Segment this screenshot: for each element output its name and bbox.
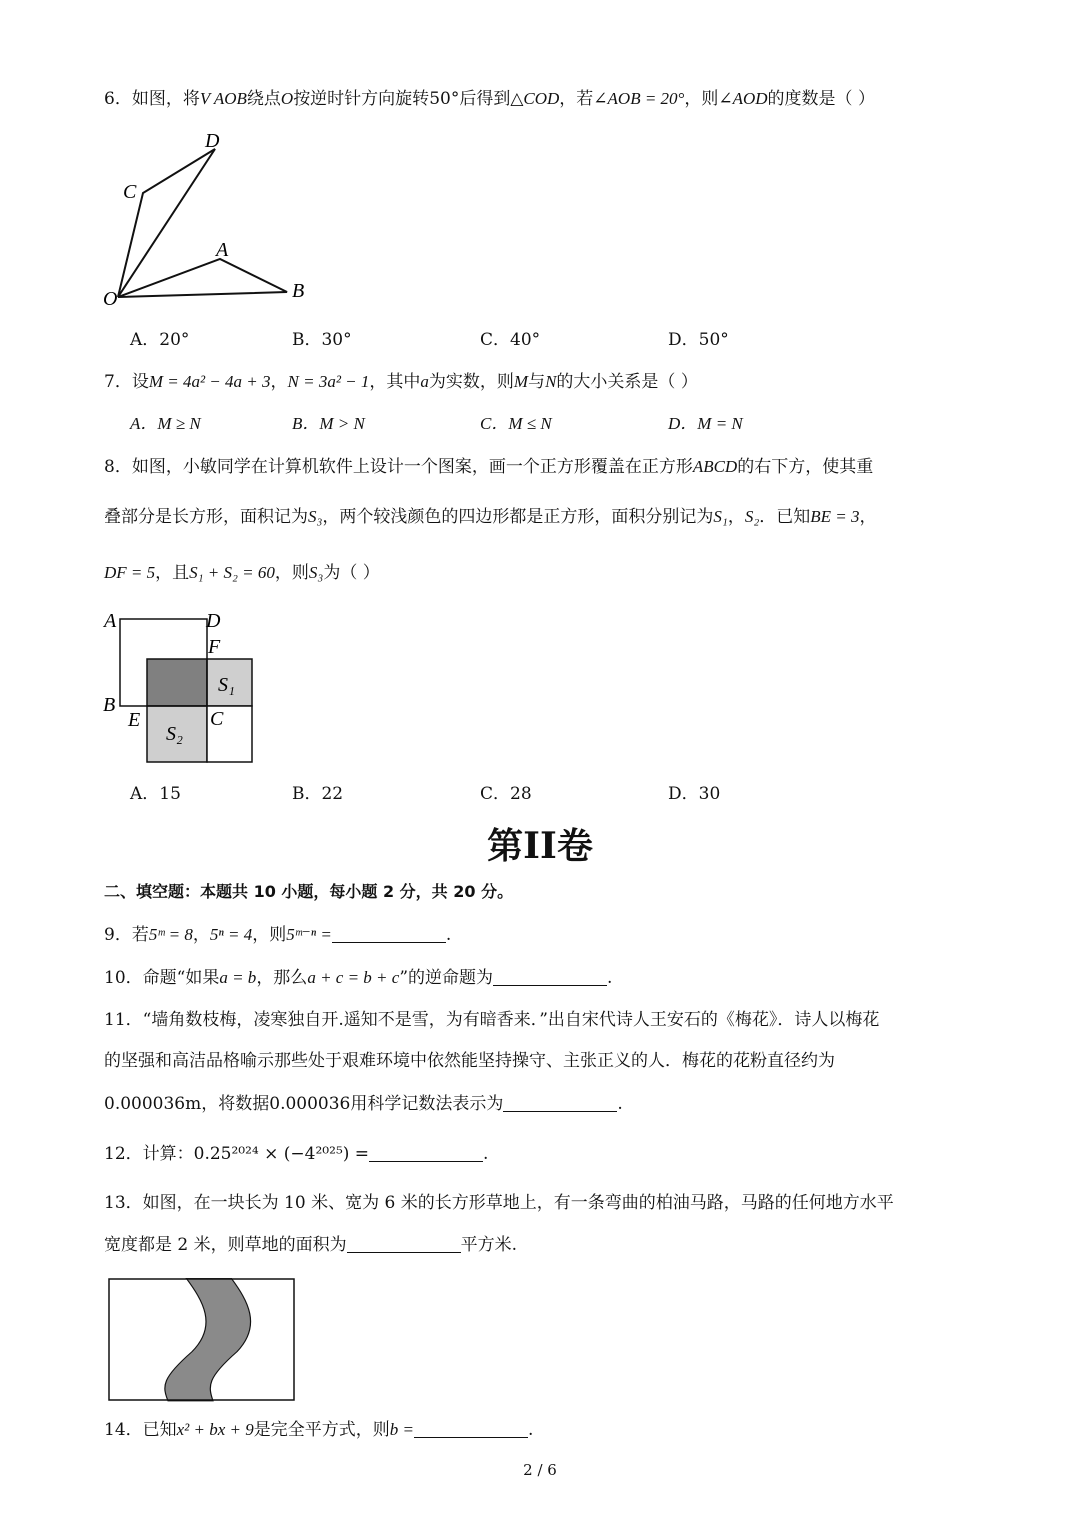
- q8-line-1: 8．如图，小敏同学在计算机软件上设计一个图案，画一个正方形覆盖在正方形ABCD的右下方，使其重: [104, 457, 874, 477]
- q6-option-a: A．20°: [130, 330, 190, 350]
- q12: 12．计算：0.25²⁰²⁴ × (−4²⁰²⁵) = .: [104, 1144, 489, 1164]
- q12-answer-blank[interactable]: [369, 1143, 483, 1162]
- label-a: A: [216, 239, 229, 261]
- q10: 10．命题“如果a = b，那么a + c = b + c”的逆命题为 .: [104, 968, 613, 988]
- q8-option-c: C．28: [480, 784, 532, 804]
- q8-option-d: D．30: [668, 784, 721, 804]
- q6-option-c: C．40°: [480, 330, 541, 350]
- label-e: E: [128, 709, 141, 731]
- q11-line-1: 11．“墙角数枝梅，凌寒独自开.遥知不是雪，为有暗香来．”出自宋代诗人王安石的《梅花》．诗人以梅花: [104, 1010, 880, 1030]
- q13-line-1: 13．如图，在一块长为 10 米、宽为 6 米的长方形草地上，有一条弯曲的柏油马路，马路的任何地方水平: [104, 1193, 894, 1213]
- q8-squares-figure: [100, 605, 265, 770]
- label-c: C: [210, 708, 224, 730]
- label-c: C: [123, 181, 137, 203]
- q8-line-3: DF = 5，且S₁ + S₂ = 60，则S₃为（ ）: [104, 563, 380, 583]
- label-o: O: [103, 288, 118, 310]
- q7-stem: 7．设M = 4a² − 4a + 3，N = 3a² − 1，其中a为实数，则M与N的大小关系是（ ）: [104, 372, 698, 392]
- q6-stem: 6．如图，将V AOB绕点O按逆时针方向旋转50°后得到△COD，若∠AOB = 20°，则∠AOD的度数是（ ）: [104, 89, 875, 109]
- q14: 14．已知x² + bx + 9是完全平方式，则b = .: [104, 1420, 534, 1440]
- q11-line-3: 0.000036m，将数据0.000036用科学记数法表示为 .: [104, 1094, 623, 1114]
- q8-option-b: B．22: [292, 784, 344, 804]
- q14-answer-blank[interactable]: [414, 1419, 528, 1438]
- q7-option-c: C．M ≤ N: [480, 414, 552, 433]
- triangle-cod: [118, 149, 215, 297]
- q6-option-d: D．50°: [668, 330, 729, 350]
- q10-answer-blank[interactable]: [493, 967, 607, 986]
- q7-option-b: B．M > N: [292, 414, 365, 433]
- q9-answer-blank[interactable]: [332, 924, 446, 943]
- q7-option-a: A．M ≥ N: [130, 414, 201, 433]
- q6-option-b: B．30°: [292, 330, 352, 350]
- q6-rotation-figure: [95, 125, 325, 315]
- q11-answer-blank[interactable]: [503, 1093, 617, 1112]
- q13-road-figure: [108, 1278, 296, 1402]
- section-heading: 二、填空题：本题共 10 小题，每小题 2 分，共 20 分。: [104, 882, 514, 901]
- q8-option-a: A．15: [130, 784, 181, 804]
- label-s2: S₂: [166, 723, 183, 745]
- overlap-rectangle-s3: [147, 659, 207, 706]
- label-d: D: [205, 130, 220, 152]
- q7-option-d: D．M = N: [668, 414, 743, 433]
- q11-line-2: 的坚强和高洁品格喻示那些处于艰难环境中依然能坚持操守、主张正义的人．梅花的花粉直径约为: [104, 1051, 835, 1071]
- q13-answer-blank[interactable]: [347, 1234, 461, 1253]
- label-f: F: [208, 636, 221, 658]
- asphalt-road: [165, 1278, 251, 1401]
- label-a: A: [104, 610, 117, 632]
- label-s1: S₁: [218, 674, 235, 696]
- part-title: 第II卷: [487, 825, 593, 867]
- label-b: B: [292, 280, 305, 302]
- triangle-aob: [118, 259, 287, 297]
- q8-line-2: 叠部分是长方形，面积记为S₃，两个较浅颜色的四边形都是正方形，面积分别记为S₁，S₂．已知BE = 3，: [104, 507, 877, 527]
- label-d: D: [206, 610, 221, 632]
- q9: 9．若5ᵐ = 8，5ⁿ = 4，则5ᵐ⁻ⁿ = .: [104, 925, 452, 945]
- q13-line-2: 宽度都是 2 米，则草地的面积为 平方米.: [104, 1235, 518, 1255]
- label-b: B: [103, 694, 116, 716]
- page-number: 2 / 6: [523, 1461, 557, 1479]
